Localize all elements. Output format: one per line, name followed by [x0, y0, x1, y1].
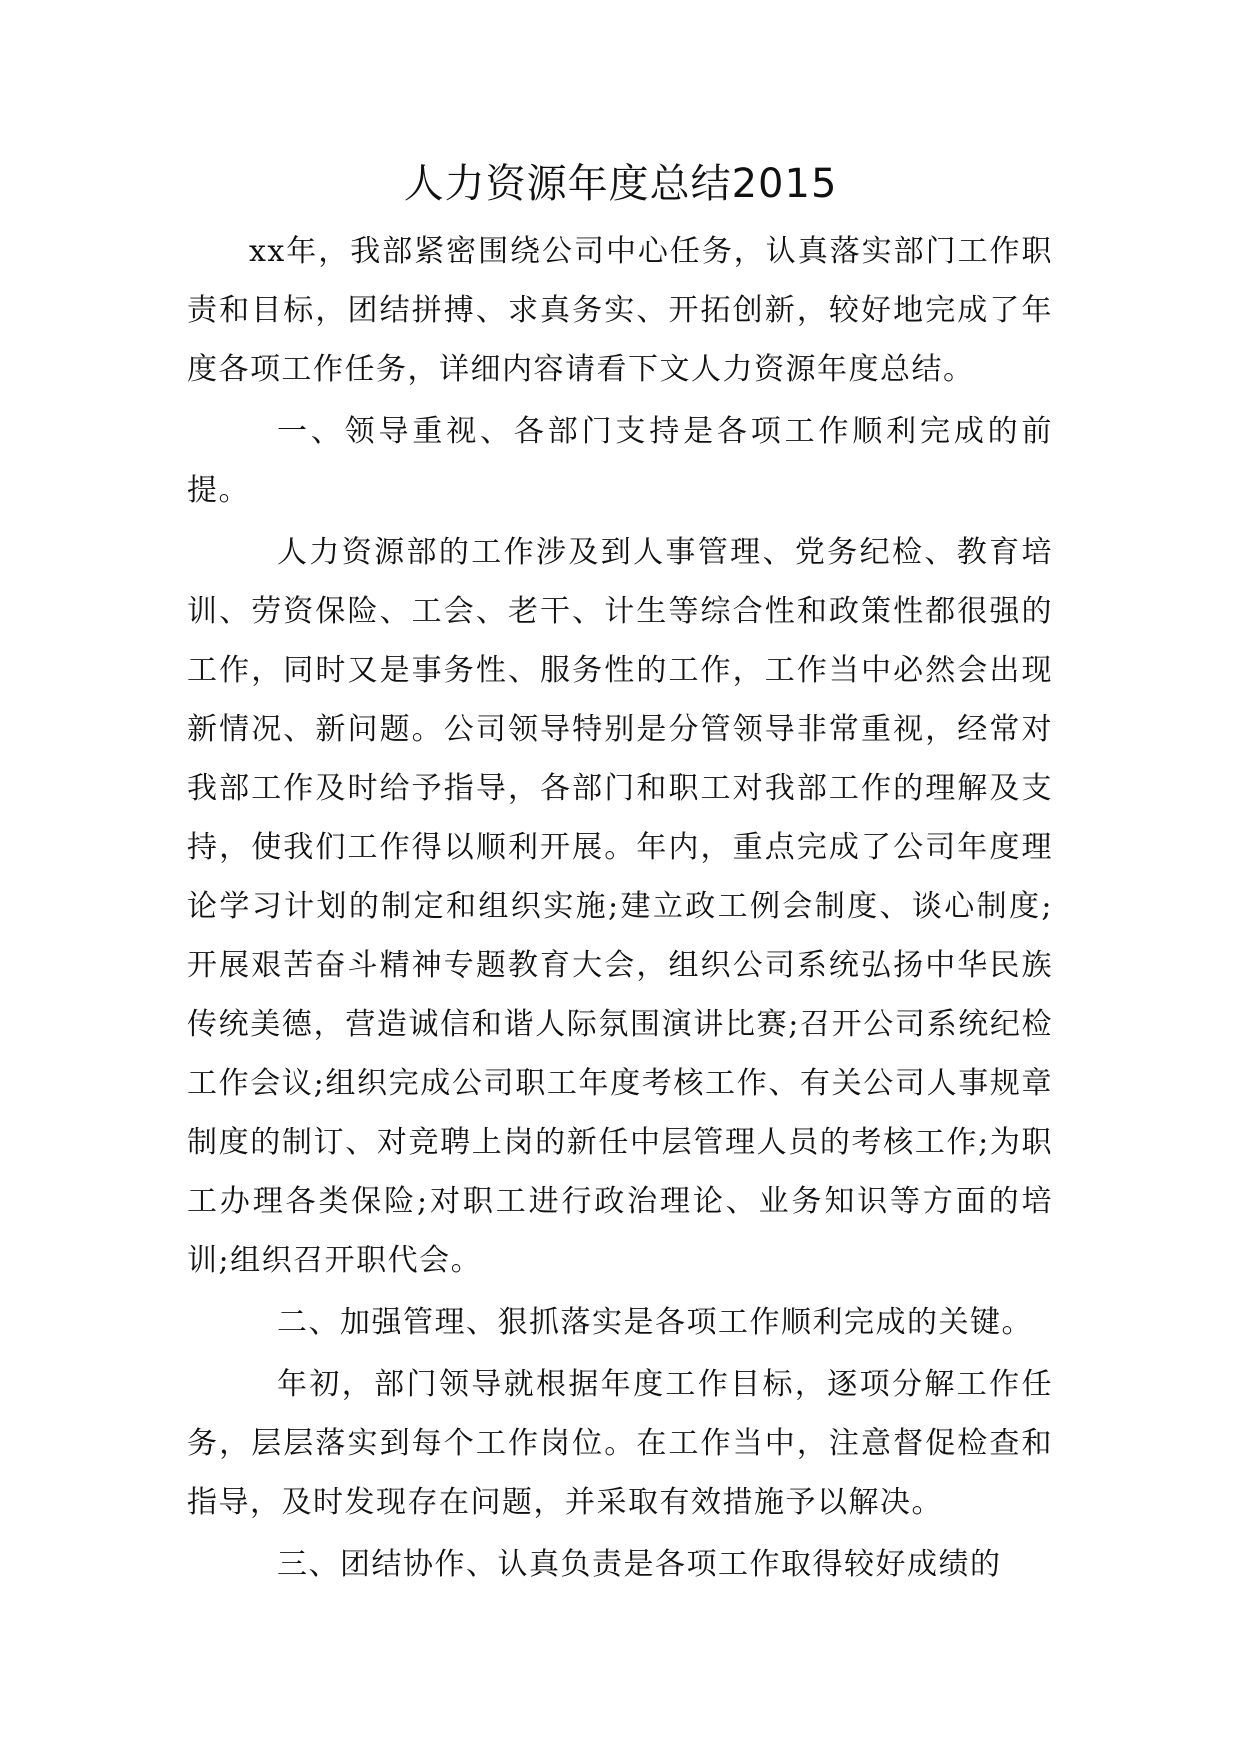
- paragraph-section-2: 年初，部门领导就根据年度工作目标，逐项分解工作任务，层层落实到每个工作岗位。在工作当中，注意督促检查和指导，及时发现存在问题，并采取有效措施予以解决。: [187, 1367, 1053, 1520]
- section-heading-1: 一、领导重视、各部门支持是各项工作顺利完成的前提。: [187, 414, 1053, 508]
- paragraph-section-1: 人力资源部的工作涉及到人事管理、党务纪检、教育培训、劳资保险、工会、老干、计生等综合性和政策性都很强的工作，同时又是事务性、服务性的工作，工作当中必然会出现新情况、新问题。公司领导特别是分管领导非常重视，经常对我部工作及时给予指导，各部门和职工对我部工作的理解及支持，使我们工作得以顺利开展。年内，重点完成了公司年度理论学习计划的制定和组织实施;建立政工例会制度、谈心制度;开展艰苦奋斗精神专题教育大会，组织公司系统弘扬中华民族传统美德，营造诚信和谐人际氛围演讲比赛;召开公司系统纪检工作会议;组织完成公司职工年度考核工作、有关公司人事规章制度的制订、对竞聘上岗的新任中层管理人员的考核工作;为职工办理各类保险;对职工进行政治理论、业务知识等方面的培训;组织召开职代会。: [187, 535, 1053, 1278]
- paragraph-intro: xx年，我部紧密围绕公司中心任务，认真落实部门工作职责和目标，团结拼搏、求真务实、开拓创新，较好地完成了年度各项工作任务，详细内容请看下文人力资源年度总结。: [187, 234, 1053, 387]
- document-title: 人力资源年度总结2015: [403, 161, 838, 207]
- section-heading-2: 二、加强管理、狠抓落实是各项工作顺利完成的关键。: [277, 1305, 1033, 1340]
- section-heading-3: 三、团结协作、认真负责是各项工作取得较好成绩的: [277, 1547, 1002, 1582]
- document-body: [187, 222, 1053, 1597]
